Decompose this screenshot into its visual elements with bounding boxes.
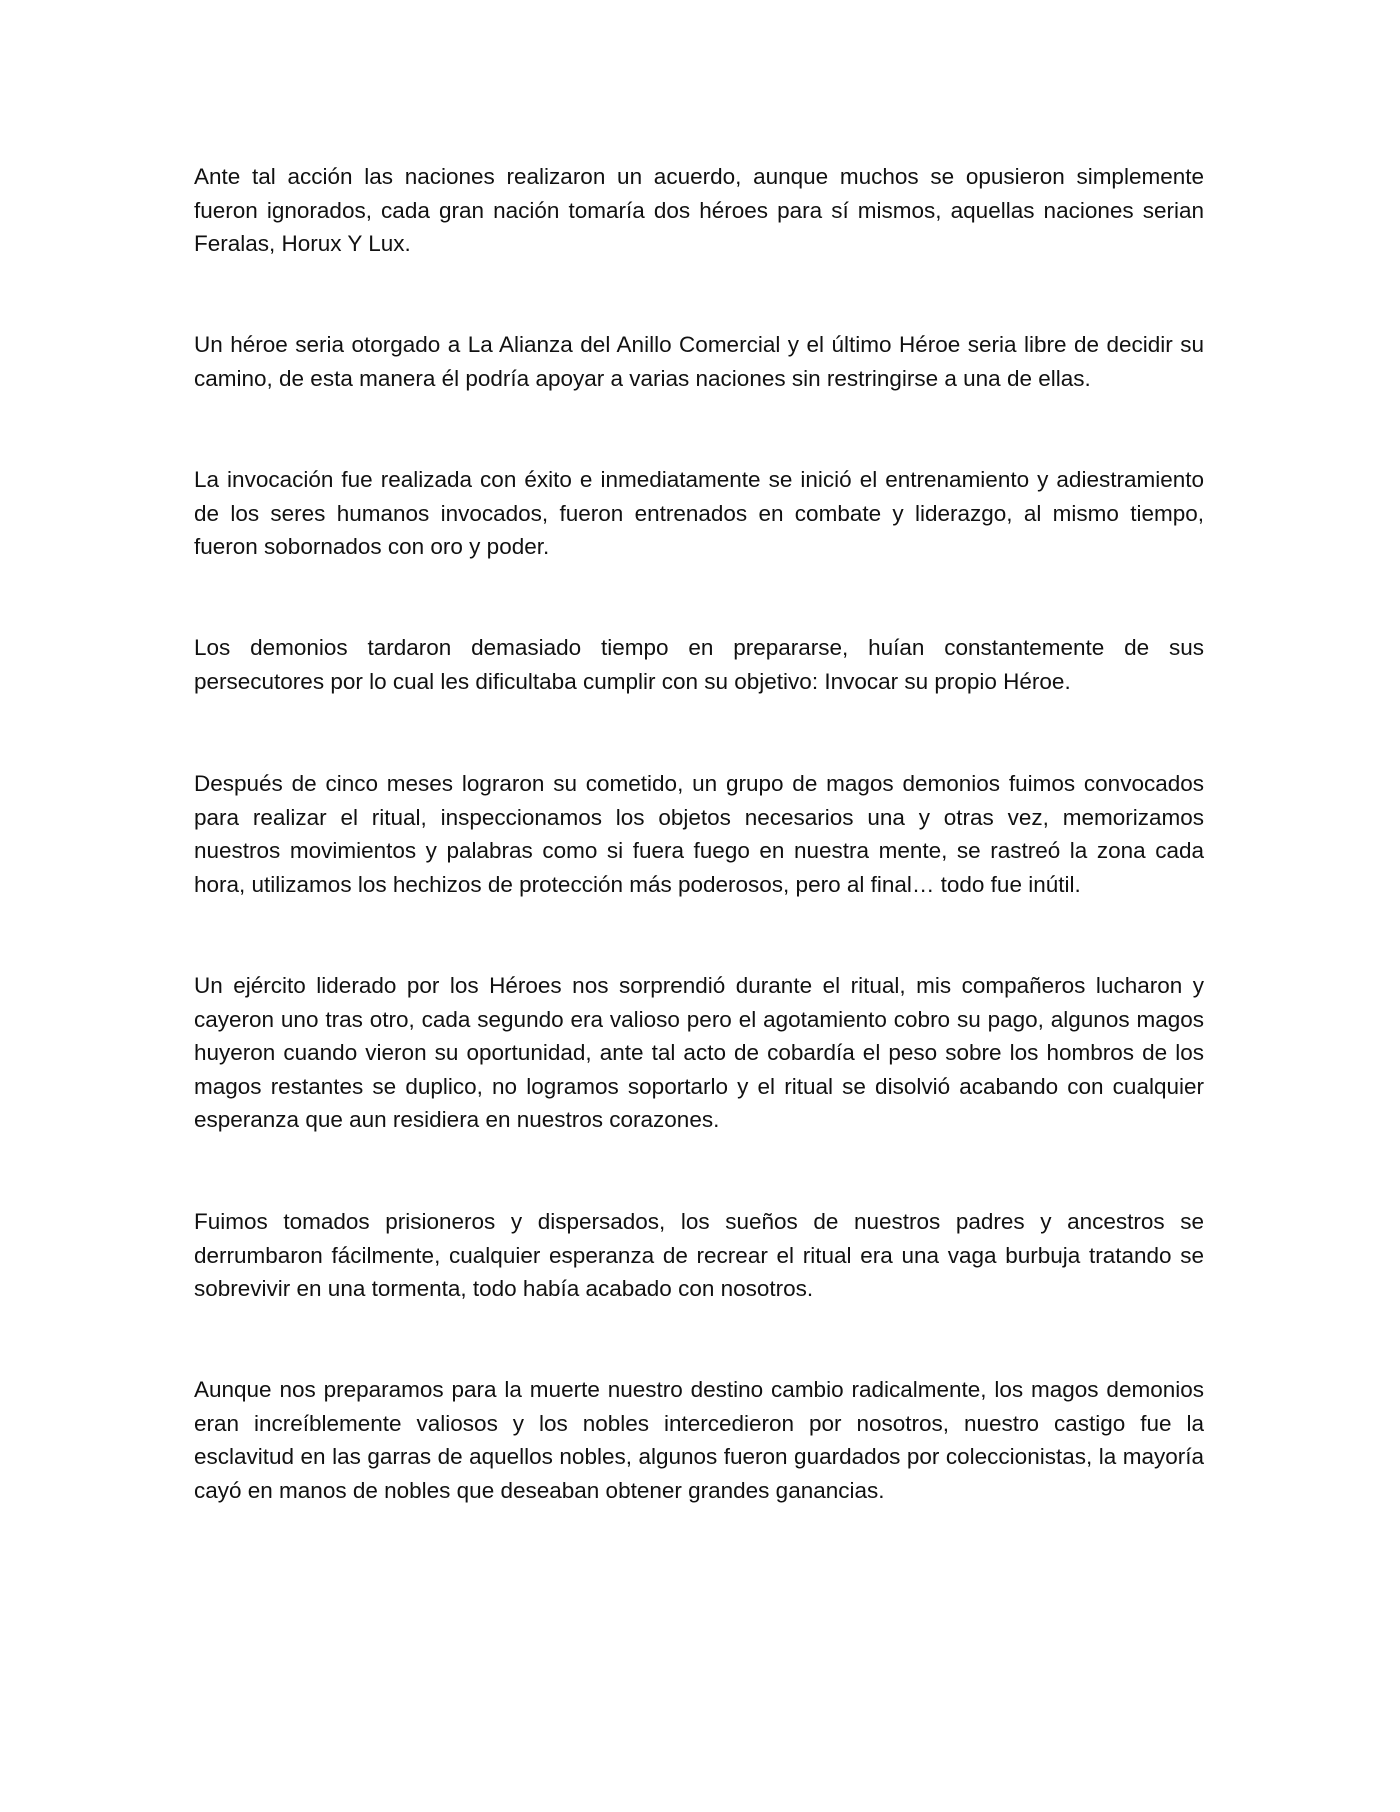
paragraph-7: Fuimos tomados prisioneros y dispersados, los sueños de nuestros padres y ancestros se derrumbaron fácilmente, cualquier esperanza de recrear el ritual era una vaga burbuja tratando se sobrevivir en una tormenta, todo había acabado con nosotros.: [194, 1209, 1204, 1301]
paragraph-5: Después de cinco meses lograron su cometido, un grupo de magos demonios fuimos convocados para realizar el ritual, inspeccionamos los objetos necesarios una y otras vez, memorizamos nuestros movimientos y palabras como si fuera fuego en nuestra mente, se rastreó la zona cada hora, utilizamos los hechizos de protección más poderosos, pero al final… todo fue inútil.: [194, 771, 1204, 897]
paragraph-1: Ante tal acción las naciones realizaron un acuerdo, aunque muchos se opusieron simplemente fueron ignorados, cada gran nación tomaría dos héroes para sí mismos, aquellas naciones serian Feralas, Horux Y Lux.: [194, 164, 1204, 256]
paragraph-8: Aunque nos preparamos para la muerte nuestro destino cambio radicalmente, los magos demonios eran increíblemente valiosos y los nobles intercedieron por nosotros, nuestro castigo fue la esclavitud en las garras de aquellos nobles, algunos fueron guardados por coleccionistas, la mayoría cayó en manos de nobles que deseaban obtener grandes ganancias.: [194, 1377, 1204, 1503]
paragraph-2: Un héroe seria otorgado a La Alianza del Anillo Comercial y el último Héroe seria libre de decidir su camino, de esta manera él podría apoyar a varias naciones sin restringirse a una de ellas.: [194, 332, 1204, 391]
paragraph-4: Los demonios tardaron demasiado tiempo en prepararse, huían constantemente de sus persecutores por lo cual les dificultaba cumplir con su objetivo: Invocar su propio Héroe.: [194, 635, 1204, 694]
paragraph-3: La invocación fue realizada con éxito e inmediatamente se inició el entrenamiento y adiestramiento de los seres humanos invocados, fueron entrenados en combate y liderazgo, al mismo tiempo, fueron sobornados con oro y poder.: [194, 467, 1204, 559]
paragraph-6: Un ejército liderado por los Héroes nos sorprendió durante el ritual, mis compañeros lucharon y cayeron uno tras otro, cada segundo era valioso pero el agotamiento cobro su pago, algunos magos huyeron cuando vieron su oportunidad, ante tal acto de cobardía el peso sobre los hombros de los magos restantes se duplico, no logramos soportarlo y el ritual se disolvió acabando con cualquier esperanza que aun residiera en nuestros corazones.: [194, 973, 1204, 1132]
